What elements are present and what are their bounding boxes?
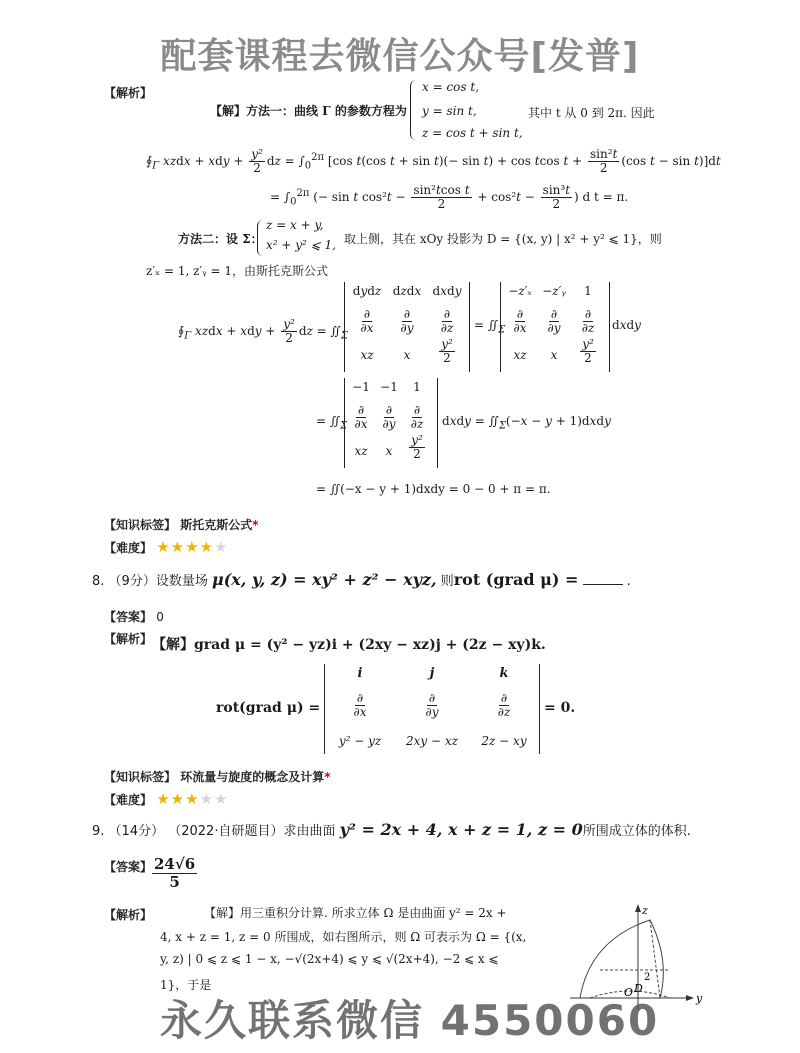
star-filled-icon: ★ <box>170 538 186 556</box>
fig-d-label: D <box>634 982 643 995</box>
sigma-2: x² + y² ⩽ 1, <box>266 238 336 252</box>
q9-sol-line-3: y, z) | 0 ⩽ z ⩽ 1 − x, −√(2x+4) ⩽ y ⩽ √(2x+4), −2 ⩽ x ⩽ <box>160 952 499 966</box>
star-filled-icon: ★ <box>199 538 215 556</box>
param-z: z = cos t + sin t, <box>422 126 523 140</box>
difficulty-stars-1 <box>156 538 228 556</box>
determinant-3: −1 −1 1 $\frac{\partial}{\partial x}$ $\frac{\partial}{\partial y}$ $\frac{\partial}{\partial z}$ xz x $\frac{\text{y²}}{2}$ <box>344 378 438 468</box>
q8-rot-label: rot(grad μ) = <box>216 700 321 716</box>
line2-rest: dxdy = $∬_\Sigma(-x - y$ + 1)dxdy <box>442 414 611 432</box>
method2-rest: 取上侧，其在 xOy 投影为 D = {(x, y) | x² + y² ⩽ 1}，则 <box>344 232 662 246</box>
star-empty-icon: ★ <box>214 790 229 808</box>
eq-sign-2: = $∬_\Sigma$ <box>316 414 348 432</box>
sigma-brace <box>257 220 265 256</box>
q8-determinant: i j k $\frac{\partial}{\partial x}$ $\frac{\partial}{\partial y}$ $\frac{\partial}{\partial z}$ y² − yz 2xy − xz 2z − xy <box>324 664 540 754</box>
q8-answer-blank <box>583 570 623 585</box>
fig-y-label: y <box>696 992 703 1005</box>
integral-line-2: = $\int_0^{2\pi}$ (− sin t cos²t − $\frac{\text{sin²tcos t}}{2}$ + cos²t − $\frac{\text{sin³t}}{2}$ ) d t = π. <box>270 183 629 212</box>
method2-intro: 方法二：设 Σ： <box>178 232 263 246</box>
q8-answer: 【答案】 0 <box>104 610 164 624</box>
q9-prompt: 9. （14分） （2022·自研题目）求由曲面 y² = 2x + 4, x + z = 1, z = 0所围成立体的体积. <box>92 820 691 839</box>
q8-rot-result: = 0. <box>544 700 576 716</box>
knowledge-label-1: 【知识标签】 斯托克斯公式* <box>104 518 259 532</box>
difficulty-1: 【难度】 ★★★★★ <box>104 538 229 556</box>
knowledge-label-2: 【知识标签】 环流量与旋度的概念及计算* <box>104 770 331 784</box>
param-x: x = cos t, <box>422 80 480 94</box>
star-filled-icon: ★ <box>170 790 186 808</box>
q9-sol-line-1: 【解】用三重积分计算. 所求立体 Ω 是由曲面 y² = 2x + <box>204 906 507 920</box>
stokes-lhs: $∮_\Gamma$ xzdx + xdy + $\frac{\text{y²}}{2}$ dz = $∬_\Sigma$ <box>178 317 348 346</box>
q8-prompt: 8. （9分）设数量场 μ(x, y, z) = xy² + z² − xyz, 则rot (grad μ) = . <box>92 570 631 589</box>
q9-answer-label: 【答案】 <box>104 860 153 874</box>
final-eq: = ∬(−x − y + 1)dxdy = 0 − 0 + π = π. <box>316 482 551 496</box>
fig-2-label: 2 <box>644 972 651 983</box>
watermark-bottom: 永久联系微信 4550060 <box>160 996 660 1045</box>
star-empty-icon: ★ <box>214 538 229 556</box>
param-y: y = sin t, <box>422 104 477 118</box>
star-filled-icon: ★ <box>185 538 200 556</box>
method1-intro: 【解】方法一：曲线 Γ 的参数方程为 <box>210 104 407 118</box>
param-range: 其中 t 从 0 到 2π. 因此 <box>528 106 655 120</box>
q9-sol-line-4: 1}，于是 <box>160 978 212 992</box>
sigma-1: z = x + y, <box>266 218 324 232</box>
star-filled-icon: ★ <box>185 790 200 808</box>
star-filled-icon: ★ <box>156 790 171 808</box>
difficulty-stars-2 <box>156 790 228 808</box>
q9-analysis-label: 【解析】 <box>104 908 153 922</box>
difficulty-2: 【难度】 ★★★★★ <box>104 790 229 808</box>
determinant-1: dydz dzdx dxdy $\frac{\partial}{\partial x}$ $\frac{\partial}{\partial y}$ $\frac{\partial}{\partial z}$ xz x $\frac{\text{y²}}{2}$ <box>344 282 470 372</box>
determinant-2: −z′ₓ −z′ᵧ 1 $\frac{\partial}{\partial x}$ $\frac{\partial}{\partial y}$ $\frac{\partial}{\partial z}$ xz x $\frac{\text{y²}}{2}$ <box>500 282 610 372</box>
param-brace <box>410 80 419 140</box>
q8-grad-line: 【解】grad μ = (y² − yz)i + (2xy − xz)j + (2z − xy)k. <box>152 637 546 653</box>
fig-o-label: O <box>624 986 634 999</box>
q9-answer: $\frac{24√6}{5}$ <box>154 855 196 891</box>
star-filled-icon: ★ <box>156 538 171 556</box>
watermark-top: 配套课程去微信公众号[发普] <box>160 36 640 77</box>
integral-line-1: $∮_\Gamma$ xzdx + xdy + $\frac{\text{y²}}{2}$ dz = $\int_0^{2\pi}$ [cos t(cos t + sin t)(− sin t) + cos tcos t + $\frac{\text{sin²t}}{2}$ (cos t − sin t)]dt <box>146 147 721 176</box>
q8-analysis-label: 【解析】 <box>104 632 153 646</box>
stokes-line: z′ₓ = 1, z′ᵧ = 1，由斯托克斯公式 <box>146 264 328 278</box>
eq-sign-1: = $∬_\Sigma$ <box>474 318 506 336</box>
star-empty-icon: ★ <box>199 790 215 808</box>
q9-sol-line-2: 4, x + z = 1, z = 0 所围成，如右图所示，则 Ω 可表示为 Ω = {(x, <box>160 930 527 944</box>
fig-z-label: z <box>642 904 648 917</box>
dxdy-1: dxdy <box>612 318 641 332</box>
analysis-label: 【解析】 <box>104 86 153 100</box>
